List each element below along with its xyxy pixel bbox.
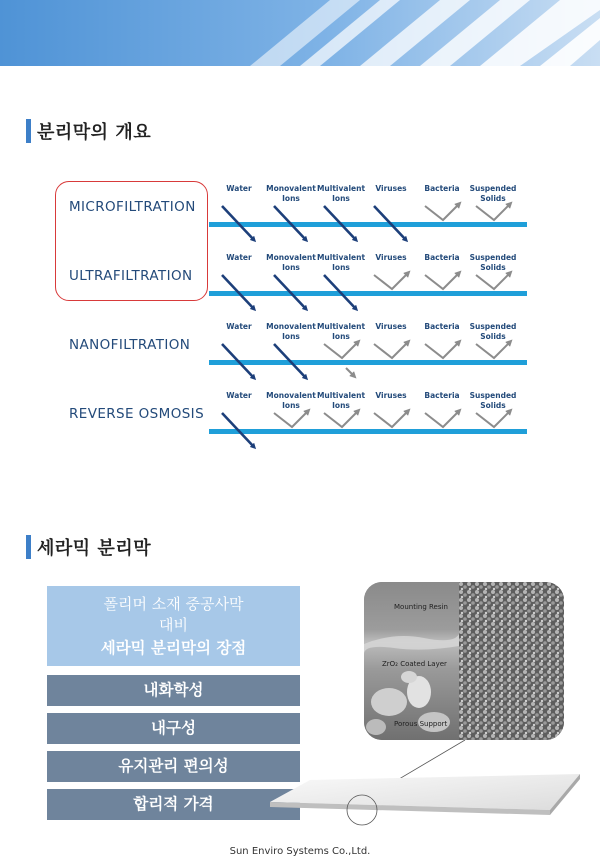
row-label-nanofiltration: NANOFILTRATION <box>69 337 191 353</box>
column-header: Bacteria <box>424 322 460 331</box>
reject-arrow <box>476 342 510 358</box>
reject-arrow <box>274 411 308 427</box>
column-header: Suspended Solids <box>469 253 517 272</box>
row-label-microfiltration: MICROFILTRATION <box>69 199 196 215</box>
column-header: Suspended Solids <box>469 322 517 341</box>
partial-pass-arrow <box>346 368 354 376</box>
advantages-intro-line1: 폴리머 소재 중공사막 <box>103 595 244 613</box>
top-banner <box>0 0 600 66</box>
footer-company: Sun Enviro Systems Co.,Ltd. <box>229 846 371 857</box>
reject-arrow <box>425 342 459 358</box>
reject-arrow <box>374 273 408 289</box>
sem-label-porous-support: Porous Support <box>394 720 448 728</box>
column-header: Bacteria <box>424 391 460 400</box>
advantage-item-price: 합리적 가격 <box>47 789 300 820</box>
column-header: Monovalent Ions <box>266 391 316 410</box>
column-header: Monovalent Ions <box>266 184 316 203</box>
column-header: Monovalent Ions <box>266 322 316 341</box>
membrane-line-nanofiltration <box>209 360 527 365</box>
column-header: Multivalent Ions <box>316 253 366 272</box>
reject-arrow <box>425 273 459 289</box>
membrane-line-reverse-osmosis <box>209 429 527 434</box>
section1-title: 분리막의 개요 <box>37 122 152 143</box>
column-header: Viruses <box>375 391 407 400</box>
column-header: Viruses <box>375 322 407 331</box>
column-header: Water <box>226 322 252 331</box>
advantages-intro-panel <box>47 586 300 666</box>
reject-arrow <box>476 411 510 427</box>
column-header: Water <box>226 184 252 193</box>
advantages-intro-line3: 세라믹 분리막의 장점 <box>100 639 247 657</box>
section2-heading <box>26 535 151 559</box>
column-header: Multivalent Ions <box>316 322 366 341</box>
row-label-reverse-osmosis: REVERSE OSMOSIS <box>69 406 205 422</box>
column-header: Suspended Solids <box>469 391 517 410</box>
reject-arrow <box>425 411 459 427</box>
column-header: Monovalent Ions <box>266 253 316 272</box>
advantage-item-durability: 내구성 <box>47 713 300 744</box>
column-header: Water <box>226 391 252 400</box>
column-header: Bacteria <box>424 184 460 193</box>
section2-title: 세라믹 분리막 <box>37 538 152 559</box>
heading-accent-bar <box>26 119 31 143</box>
advantages-intro-line2: 대비 <box>159 616 188 634</box>
heading-accent-bar <box>26 535 31 559</box>
column-header: Multivalent Ions <box>316 184 366 203</box>
column-header: Water <box>226 253 252 262</box>
column-header: Viruses <box>375 253 407 262</box>
sem-label-coated-layer: ZrO₂ Coated Layer <box>382 660 447 668</box>
row-label-ultrafiltration: ULTRAFILTRATION <box>69 268 193 284</box>
reject-arrow <box>476 204 510 220</box>
advantage-item-maintenance: 유지관리 편의성 <box>47 751 300 782</box>
column-header: Bacteria <box>424 253 460 262</box>
membrane-line-ultrafiltration <box>209 291 527 296</box>
reject-arrow <box>425 204 459 220</box>
column-header: Multivalent Ions <box>316 391 366 410</box>
reject-arrow <box>324 411 358 427</box>
ceramic-membrane-sheet <box>250 740 600 840</box>
reject-arrow <box>476 273 510 289</box>
section1-heading <box>26 119 151 143</box>
sem-surface-image <box>459 582 564 740</box>
column-header: Viruses <box>375 184 407 193</box>
reject-arrow <box>324 342 358 358</box>
column-header: Suspended Solids <box>469 184 517 203</box>
reject-arrow <box>374 342 408 358</box>
sem-label-mounting-resin: Mounting Resin <box>394 603 448 611</box>
sem-micrograph <box>364 582 564 740</box>
reject-arrow <box>374 411 408 427</box>
advantage-item-chemical-resistance: 내화학성 <box>47 675 300 706</box>
membrane-line-microfiltration <box>209 222 527 227</box>
